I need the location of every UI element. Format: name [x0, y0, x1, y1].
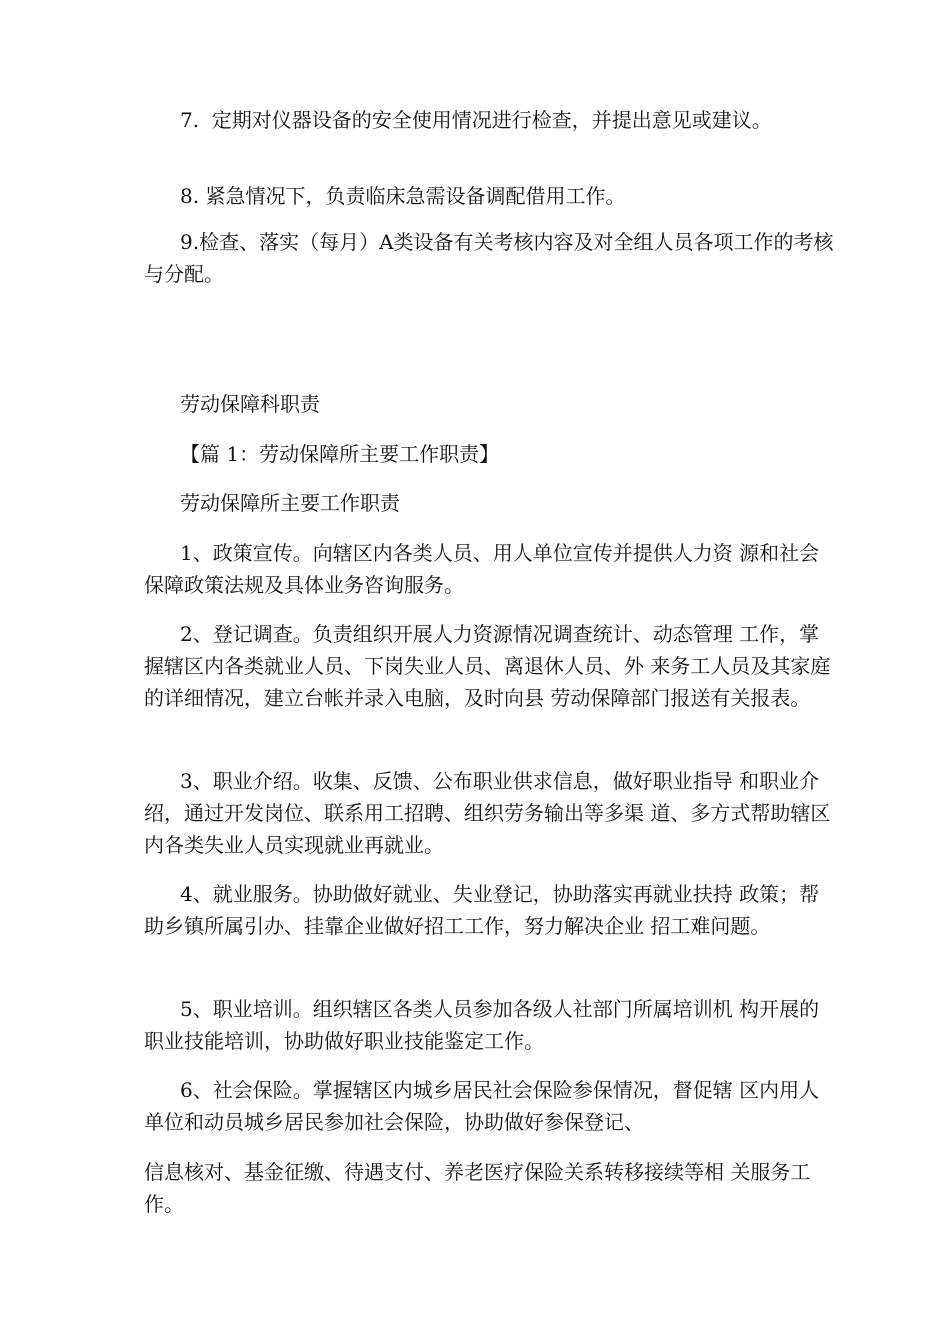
duty-6-continuation: 信息核对、基金征缴、待遇支付、养老医疗保险关系转移接续等相 关服务工作。 — [144, 1160, 811, 1216]
duty-5: 5、职业培训。组织辖区各类人员参加各级人社部门所属培训机 构开展的职业技能培训，协助做好职业技能鉴定工作。 — [144, 997, 820, 1053]
duty-3: 3、职业介绍。收集、反馈、公布职业供求信息，做好职业指导 和职业介绍，通过开发岗位、联系用工招聘、组织劳务输出等多渠 道、多方式帮助辖区内各类失业人员实现就业再就业。 — [144, 769, 831, 857]
article-title: 【篇 1：劳动保障所主要工作职责】 — [180, 442, 500, 466]
duty-2: 2、登记调查。负责组织开展人力资源情况调查统计、动态管理 工作，掌握辖区内各类就业人员、下岗失业人员、离退休人员、外 来务工人员及其家庭的详细情况，建立台帐并录入电脑，及时向县 劳动保障部门报送有关报表。 — [144, 622, 831, 710]
duty-1: 1、政策宣传。向辖区内各类人员、用人单位宣传并提供人力资 源和社会保障政策法规及具体业务咨询服务。 — [144, 541, 820, 597]
item-7: 7. 定期对仪器设备的安全使用情况进行检查，并提出意见或建议。 — [180, 108, 772, 132]
duty-4: 4、就业服务。协助做好就业、失业登记，协助落实再就业扶持 政策；帮助乡镇所属引办、挂靠企业做好招工工作，努力解决企业 招工难问题。 — [144, 882, 820, 938]
duty-6: 6、社会保险。掌握辖区内城乡居民社会保险参保情况，督促辖 区内用人单位和动员城乡居民参加社会保险，协助做好参保登记、 — [144, 1078, 820, 1134]
section-title: 劳动保障科职责 — [180, 392, 320, 416]
article-subtitle: 劳动保障所主要工作职责 — [180, 491, 400, 515]
item-8: 8. 紧急情况下，负责临床急需设备调配借用工作。 — [180, 184, 626, 208]
item-9: 9.检查、落实（每月）A类设备有关考核内容及对全组人员各项工作的考核与分配。 — [144, 230, 834, 286]
